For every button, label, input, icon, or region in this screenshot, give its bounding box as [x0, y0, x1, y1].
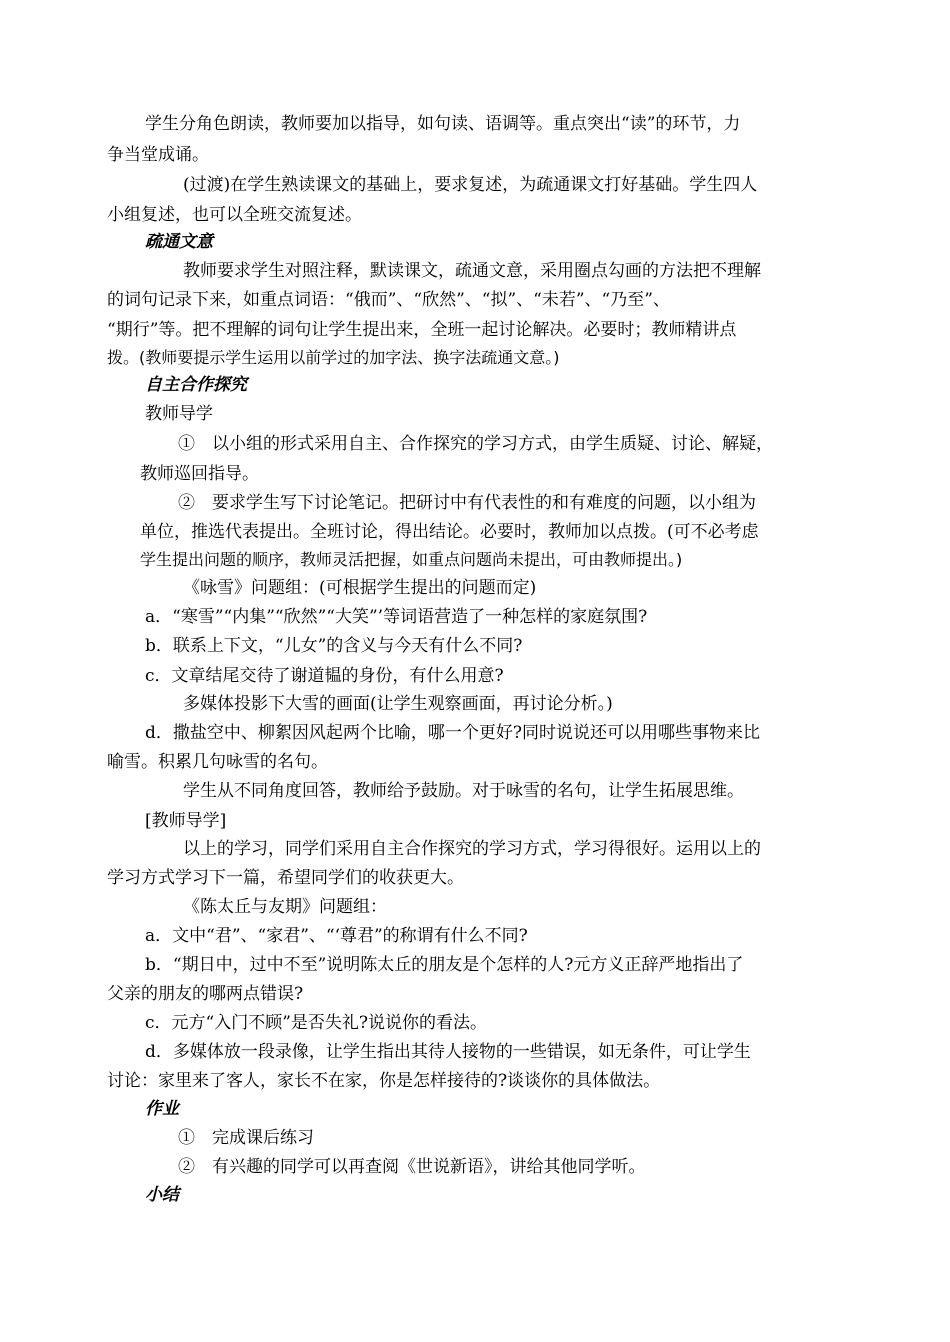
paragraph-line: 拨。(教师要提示学生运用以前学过的加字法、换字法疏通文意。) [107, 348, 560, 367]
question-item: c．元方“入门不顾”是否失礼?说说你的看法。 [145, 1013, 488, 1033]
paragraph-line: 学习方式学习下一篇，希望同学们的收获更大。 [107, 868, 464, 888]
section-heading: 作业 [145, 1099, 179, 1119]
question-item-continuation: 父亲的朋友的哪两点错误? [107, 984, 304, 1004]
list-item: ① 完成课后练习 [178, 1128, 314, 1148]
question-item: b．“期日中，过中不至”说明陈太丘的朋友是个怎样的人?元方义正辞严地指出了 [145, 955, 744, 975]
question-item: a．“寒雪”“内集”“欣然”“大笑”’等词语营造了一种怎样的家庭氛围? [145, 607, 648, 627]
question-item: d．多媒体放一段录像，让学生指出其待人接物的一些错误，如无条件，可让学生 [145, 1042, 751, 1062]
paragraph-line: 小组复述，也可以全班交流复述。 [107, 205, 362, 225]
paragraph-line: 的词句记录下来，如重点词语：“俄而”、“欣然”、“拟”、“未若”、“乃至”、 [107, 290, 670, 310]
subheading: [教师导学] [145, 811, 227, 831]
paragraph-line: “期行”等。把不理解的词句让学生提出来，全班一起讨论解决。必要时；教师精讲点 [107, 320, 737, 340]
subheading: 教师导学 [145, 404, 213, 424]
question-group-title: 《咏雪》问题组：(可根据学生提出的问题而定) [183, 578, 537, 598]
paragraph-line: 多媒体投影下大雪的画面(让学生观察画面，再讨论分析。) [183, 694, 613, 714]
paragraph-line: 争当堂成诵。 [107, 145, 209, 165]
list-item-continuation: 教师巡回指导。 [140, 464, 259, 484]
paragraph-line: 教师要求学生对照注释，默读课文，疏通文意，采用圈点勾画的方法把不理解 [183, 261, 761, 281]
paragraph-line: 以上的学习，同学们采用自主合作探究的学习方式，学习得很好。运用以上的 [183, 839, 761, 859]
list-item-continuation: 学生提出问题的顺序，教师灵活把握，如重点问题尚未提出，可由教师提出。) [140, 550, 683, 569]
question-item-continuation: 喻雪。积累几句咏雪的名句。 [107, 752, 328, 772]
section-heading: 自主合作探究 [145, 375, 247, 395]
list-item: ① 以小组的形式采用自主、合作探究的学习方式，由学生质疑、讨论、解疑， [178, 434, 773, 454]
section-heading: 疏通文意 [145, 232, 213, 252]
question-item: c．文章结尾交待了谢道韫的身份，有什么用意? [145, 666, 504, 686]
paragraph-line: 学生分角色朗读，教师要加以指导，如句读、语调等。重点突出“读”的环节，力 [145, 114, 741, 134]
question-group-title: 《陈太丘与友期》问题组： [183, 897, 387, 917]
paragraph-line: 学生从不同角度回答，教师给予鼓励。对于咏雪的名句，让学生拓展思维。 [183, 781, 744, 801]
question-item-continuation: 讨论：家里来了客人，家长不在家，你是怎样接待的?谈谈你的具体做法。 [107, 1071, 661, 1091]
question-item: b．联系上下文，“儿女”的含义与今天有什么不同? [145, 636, 523, 656]
list-item-continuation: 单位，推选代表提出。全班讨论，得出结论。必要时，教师加以点拨。(可不必考虑 [140, 522, 759, 542]
question-item: a．文中“君”、“家君”、“‘尊君”的称谓有什么不同? [145, 926, 528, 946]
question-item: d．撒盐空中、柳絮因风起两个比喻，哪一个更好?同时说说还可以用哪些事物来比 [145, 723, 760, 743]
paragraph-line: (过渡)在学生熟读课文的基础上，要求复述，为疏通课文打好基础。学生四人 [183, 175, 758, 195]
list-item: ② 要求学生写下讨论笔记。把研讨中有代表性的和有难度的问题，以小组为 [178, 493, 756, 513]
list-item: ② 有兴趣的同学可以再查阅《世说新语》，讲给其他同学听。 [178, 1157, 646, 1177]
section-heading: 小结 [145, 1185, 179, 1205]
